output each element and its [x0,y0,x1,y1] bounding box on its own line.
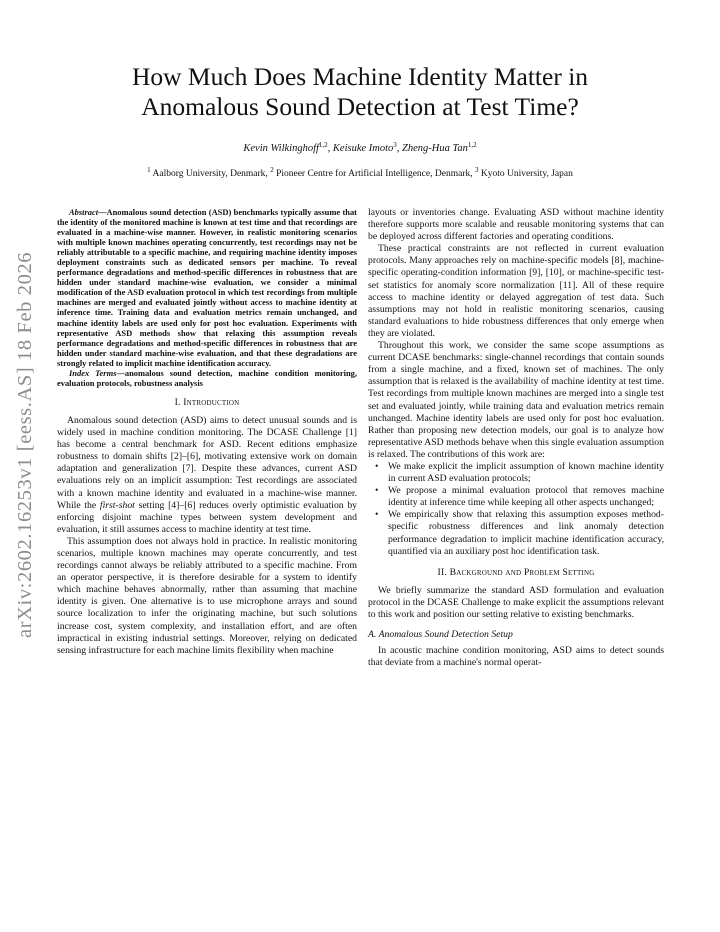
arxiv-identifier-stamp: arXiv:2602.16253v1 [eess.AS] 18 Feb 2026 [14,251,36,638]
title-line-1: How Much Does Machine Identity Matter in [131,62,589,91]
list-item: • We propose a minimal evaluation protocol that removes machine identity at inference time while keeping all other aspects unchanged; [368,485,664,509]
title-line-2: Anomalous Sound Detection at Test Time? [141,92,579,121]
list-item: • We empirically show that relaxing this assumption exposes method-specific robustness differences and link anomaly detection performance degradation to implicit machine identification accuracy, quantified via an auxiliary post hoc identification task. [368,509,664,557]
affiliation-mark: 1 [147,166,151,174]
background-paragraph-1: We briefly summarize the standard ASD formulation and evaluation protocol in the DCASE Challenge to make explicit the assumptions relevant to this work and position our setting relative to existing benchmarks. [368,584,664,620]
affiliation-mark: 3 [474,166,479,174]
intro-paragraph-1-tail: setting [4]–[6] reduces overly optimistic evaluation by enforcing disjoint machine types between system development and evaluation, it still assumes access to machine identity at test time. [57,499,358,535]
first-shot-term: first-shot [99,499,135,511]
author-affiliation-mark: 1,2 [318,141,328,149]
intro-paragraph-2-continued: layouts or inventories change. Evaluating ASD without machine identity therefore supports more scalable and reusable monitoring systems that can be deployed across different factories and operating conditions. [368,207,664,243]
author-name: Kevin Wilkinghoff [243,143,319,154]
affiliation-name: Aalborg University, Denmark, [152,169,268,179]
affiliation-name: Kyoto University, Japan [480,169,573,179]
affiliation-name: Pioneer Centre for Artificial Intelligence, Denmark, [276,169,473,179]
author-affiliation-mark: 3 [393,141,397,149]
affiliation-list [0,166,720,179]
author-affiliation-mark: 1,2 [467,141,477,149]
author-name: Keisuke Imoto [332,143,394,154]
author-name: Zheng-Hua Tan [402,143,468,154]
right-column [368,207,664,669]
author-list: Kevin Wilkinghoff$^{1,2}$, Keisuke Imoto$^3$, Zheng-Hua Tan$^{1,2}$ [243,141,477,154]
abstract-label: Abstract [69,207,99,217]
intro-paragraph-4: Throughout this work, we consider the same scope assumptions as current DCASE benchmarks: single-channel recordings that contain sounds from a single machine, and a fixed, known set of machines. The only assumption that is relaxed is the availability of machine identity at test time. Test recordings from multiple known machines are merged into a single test set and evaluated jointly, while training data and evaluation metrics remain unchanged. Machine identity labels are used only for post hoc evaluation. Rather than proposing new detection models, our goal is to analyze how representative ASD methods behave when this single evaluation assumption is relaxed. The contributions of this work are: [368,340,664,460]
list-item: • We make explicit the implicit assumption of known machine identity in current ASD evaluation protocols; [368,461,664,485]
left-column [57,207,357,657]
intro-paragraph-3: These practical constraints are not reflected in current evaluation protocols. Many approaches rely on machine-specific models [8], machine-specific operating-condition information [9], [10], or machine-specific test-set statistics for anomaly score normalization [11]. All of these require access to machine identity or delayed aggregation of test data. Such assumptions may not hold in realistic monitoring scenarios, causing standard evaluations to hide robustness differences that only emerge when they are violated. [368,243,664,339]
intro-paragraph-1 [57,415,357,536]
index-terms-label: Index Terms [69,367,117,378]
affiliation-mark: 2 [270,166,274,174]
intro-paragraph-2: This assumption does not always hold in practice. In realistic monitoring scenarios, multiple known machines may operate concurrently, and test recordings cannot always be reliably attributed to a specific machine. From an operator perspective, it is therefore desirable for a system to identify which machine behaves abnormally, rather than assuming that machine identity is given. One alternative is to use microphone arrays and sound source localization to infer the originating machine, but such solutions increase cost, system complexity, and installation effort, and are often impractical in existing industrial settings. Moreover, relying on dedicated sensing infrastructure for each machine limits flexibility when machine [57,535,357,656]
index-terms-text: anomalous sound detection, machine condition monitoring, evaluation protocols, robustness analysis [57,367,357,388]
paper-title [0,62,720,122]
intro-paragraph-1-text: Anomalous sound detection (ASD) aims to detect unusual sounds and is widely used in machine condition monitoring. The DCASE Challenge [1] has become a central benchmark for ASD. Recent editions emphasize robustness to domain shifts [2]–[6], motivating extensive work on domain adaptation and generalization [7]. Despite these advances, current ASD evaluations rely on an implicit assumption: Test recordings are associated with a known machine identity and evaluated in a machine-wise manner. While the [57,414,357,511]
background-paragraph-2: In acoustic machine condition monitoring, ASD aims to detect sounds that deviate from a machine's normal operat- [368,645,664,669]
subsection-heading: A. Anomalous Sound Detection Setup [368,629,513,641]
contribution-list [368,461,664,558]
section-heading-introduction: I. Introduction [174,396,240,408]
abstract: Abstract—Anomalous sound detection (ASD) benchmarks typically assume that the identity of the monitored machine is known at test time and that recordings are evaluated in a machine-wise manner. However, in realistic monitoring scenarios with multiple known machines operating concurrently, test recordings may not be reliably attributable to a specific machine, and requiring machine identity imposes deployment constraints such as dedicated sensors per machine. To reveal performance degradations and method-specific differences in robustness that are hidden under standard machine-wise evaluation, we consider a minimal modification of the ASD evaluation protocol in which test recordings from multiple machines are merged and evaluated jointly without access to machine identity at inference time. Training data and evaluation metrics remain unchanged, and machine identity labels are used only for post hoc evaluation. Experiments with representative ASD methods show that relaxing this assumption reveals performance degradations and method-specific differences in robustness that are hidden under standard machine-wise evaluation, and that these degradations are strongly related to implicit machine identification accuracy. [57,207,357,368]
section-heading-background: II. Background and Problem Setting [437,566,595,578]
index-terms: Index Terms—anomalous sound detection, machine condition monitoring, evaluation protocols, robustness analysis [57,367,357,388]
abstract-text: Anomalous sound detection (ASD) benchmarks typically assume that the identity of the monitored machine is known at test time and that recordings are evaluated in a machine-wise manner. However, in realistic monitoring scenarios with multiple known machines operating concurrently, test recordings may not be reliably attributable to a specific machine, and requiring machine identity imposes deployment constraints such as dedicated sensors per machine. To reveal performance degradations and method-specific differences in robustness that are hidden under standard machine-wise evaluation, we consider a minimal modification of the ASD evaluation protocol in which test recordings from multiple machines are merged and evaluated jointly without access to machine identity at inference time. Training data and evaluation metrics remain unchanged, and machine identity labels are used only for post hoc evaluation. Experiments with representative ASD methods show that relaxing this assumption reveals performance degradations and method-specific differences in robustness that are hidden under standard machine-wise evaluation, and that these degradations are strongly related to implicit machine identification accuracy. [57,207,357,368]
